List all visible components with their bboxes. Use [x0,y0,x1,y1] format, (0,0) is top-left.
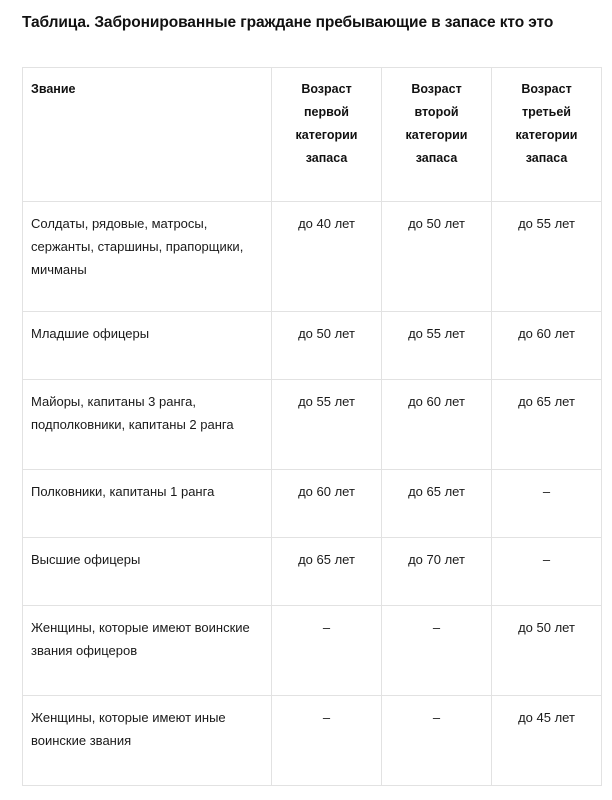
third-category-cell: до 60 лет [492,312,602,380]
second-category-cell: до 60 лет [382,380,492,470]
table-row [23,470,602,538]
third-category-cell: до 45 лет [492,696,602,786]
second-category-cell: до 55 лет [382,312,492,380]
first-category-cell: до 55 лет [272,380,382,470]
third-category-cell: – [492,470,602,538]
third-category-cell: до 50 лет [492,606,602,696]
second-category-cell: до 65 лет [382,470,492,538]
table-row [23,202,602,312]
reserve-age-table [22,67,602,786]
table-row [23,606,602,696]
table-row [23,696,602,786]
rank-cell: Женщины, которые имеют воинские звания офицеров [23,606,272,696]
second-category-cell: до 70 лет [382,538,492,606]
header-first-category: Возраст первой категории запаса [272,68,382,202]
third-category-cell: до 65 лет [492,380,602,470]
page-title: Таблица. Забронированные граждане пребывающие в запасе кто это [22,14,554,31]
third-category-cell: – [492,538,602,606]
table-row [23,380,602,470]
header-second-category: Возраст второй категории запаса [382,68,492,202]
rank-cell: Майоры, капитаны 3 ранга, подполковники, капитаны 2 ранга [23,380,272,470]
rank-cell: Солдаты, рядовые, матросы, сержанты, старшины, прапорщики, мичманы [23,202,272,312]
first-category-cell: до 65 лет [272,538,382,606]
third-category-cell: до 55 лет [492,202,602,312]
rank-cell: Младшие офицеры [23,312,272,380]
first-category-cell: до 60 лет [272,470,382,538]
table-header-row [23,68,602,202]
table-row [23,312,602,380]
header-third-category: Возраст третьей категории запаса [492,68,602,202]
rank-cell: Высшие офицеры [23,538,272,606]
first-category-cell: – [272,606,382,696]
first-category-cell: до 50 лет [272,312,382,380]
first-category-cell: до 40 лет [272,202,382,312]
rank-cell: Женщины, которые имеют иные воинские звания [23,696,272,786]
second-category-cell: до 50 лет [382,202,492,312]
second-category-cell: – [382,696,492,786]
table-row [23,538,602,606]
second-category-cell: – [382,606,492,696]
header-rank: Звание [23,68,272,202]
rank-cell: Полковники, капитаны 1 ранга [23,470,272,538]
first-category-cell: – [272,696,382,786]
